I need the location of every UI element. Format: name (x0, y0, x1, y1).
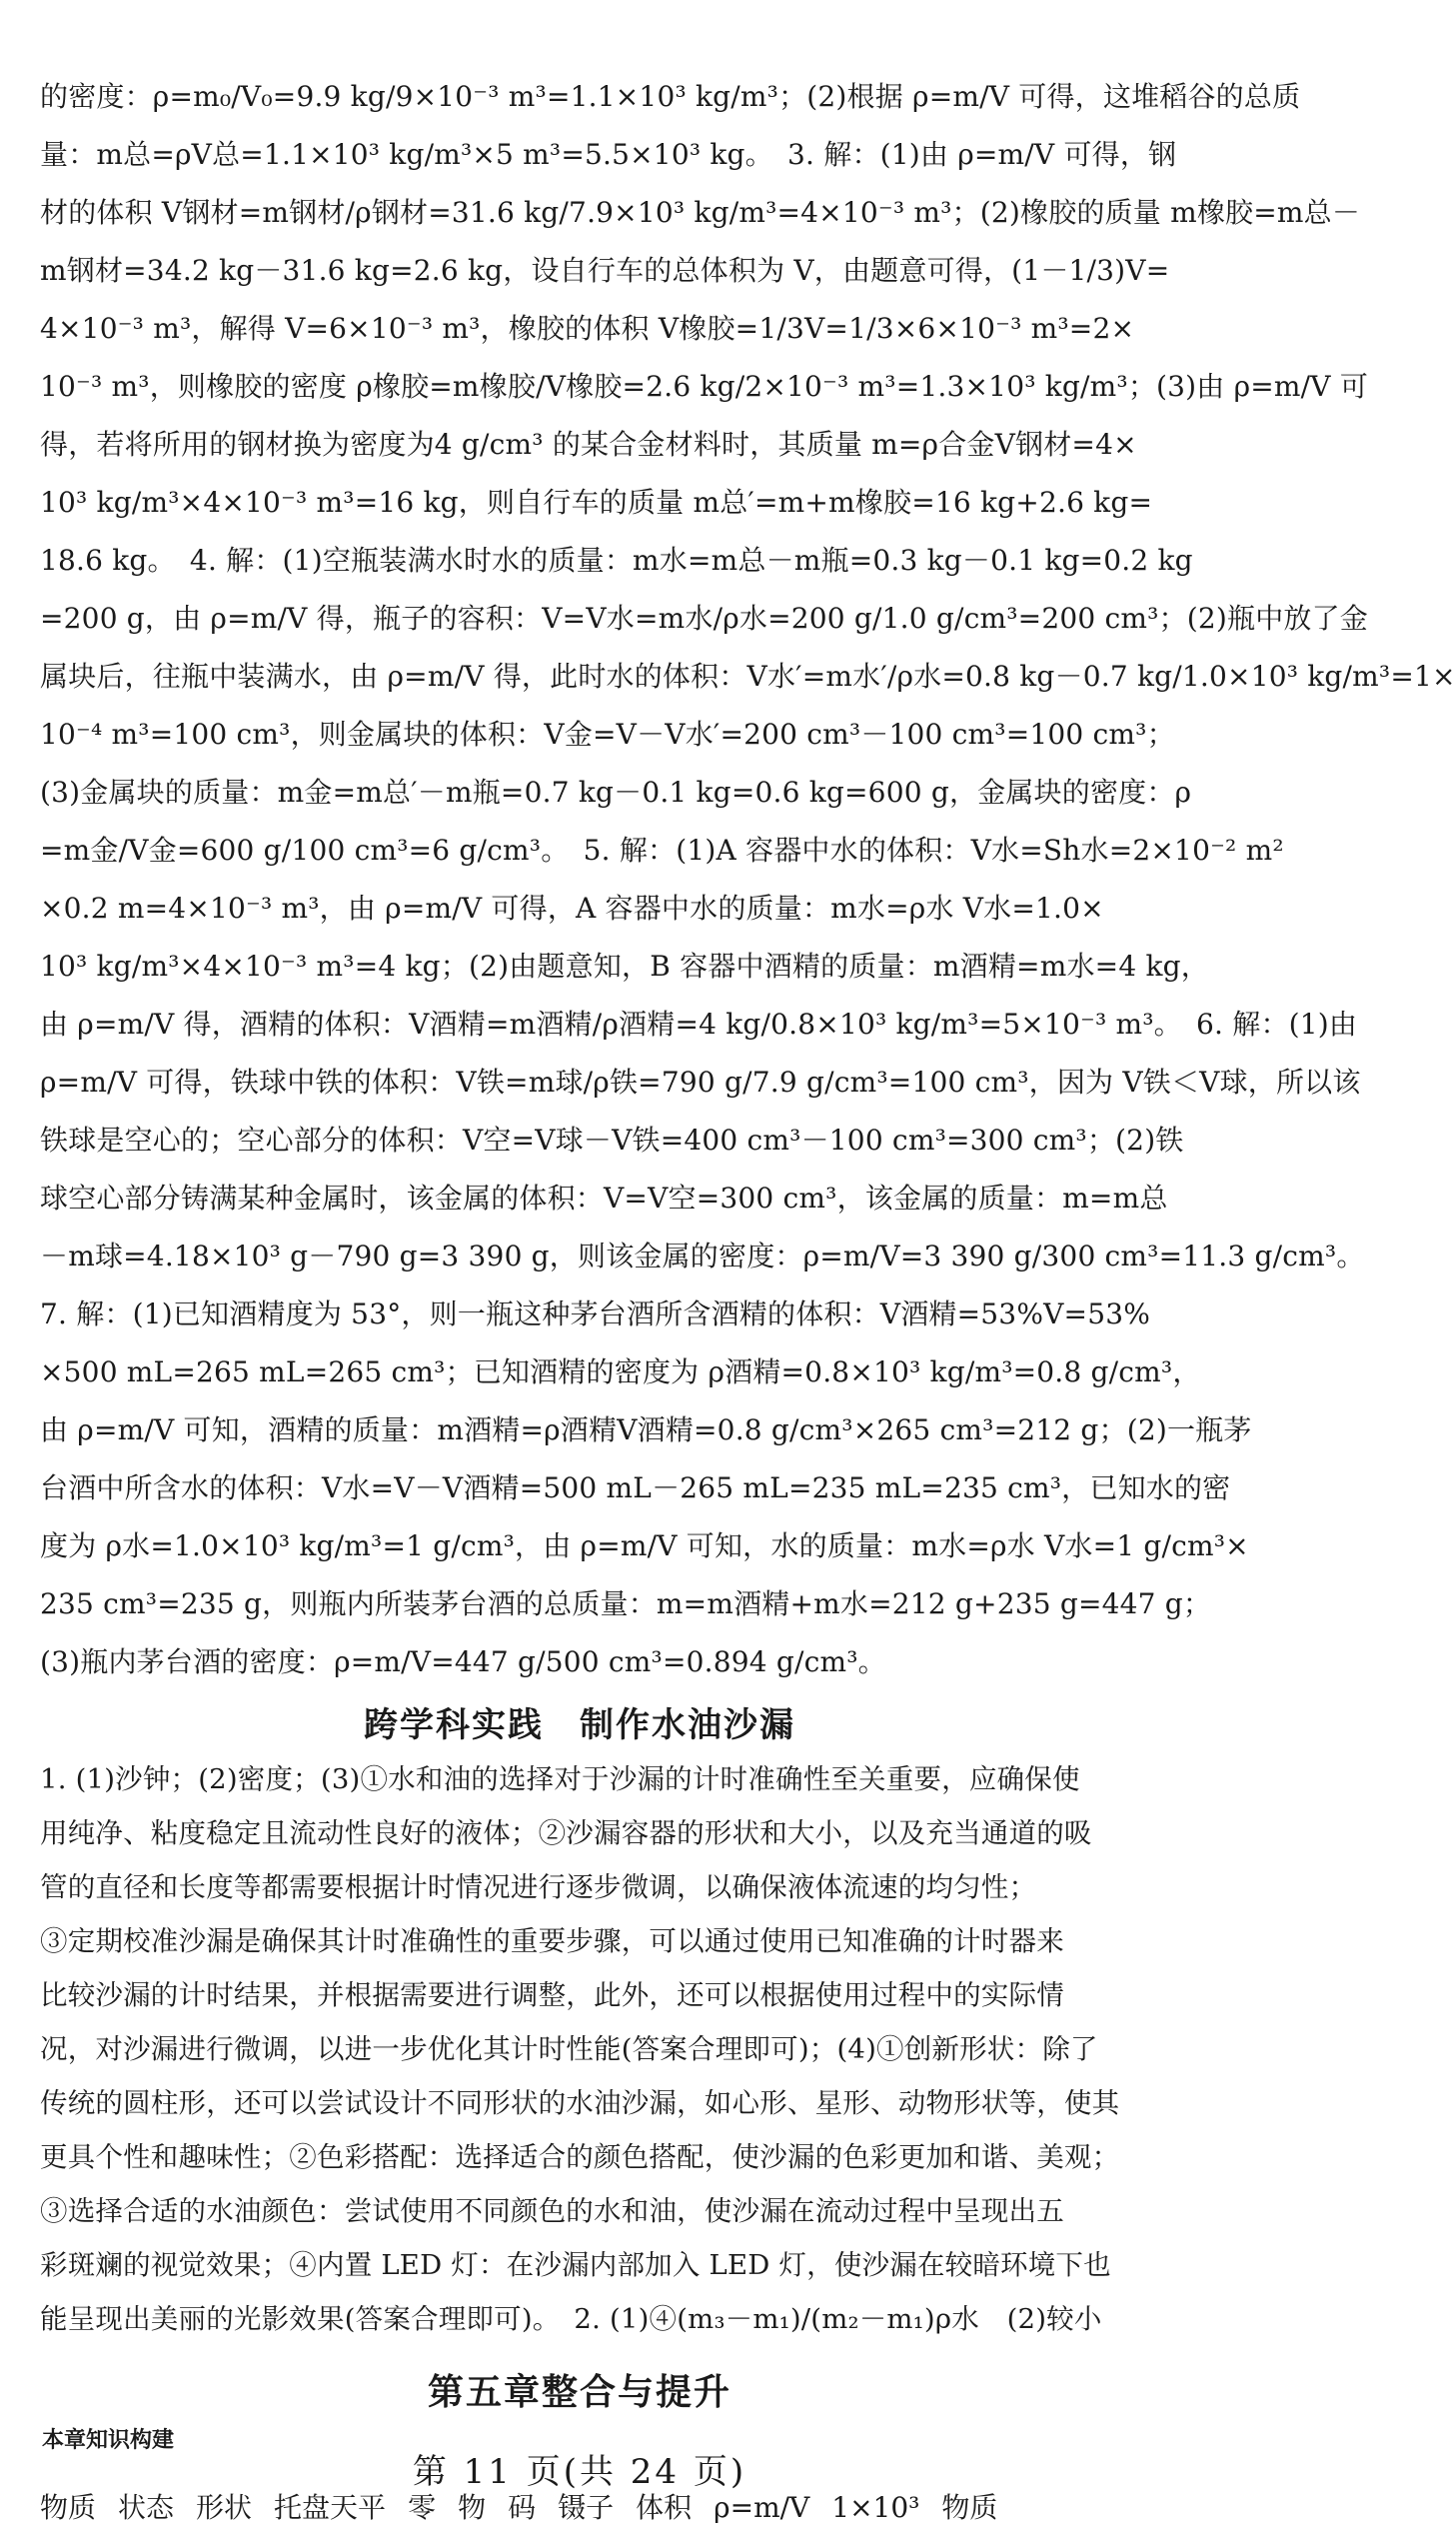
text-line: 铁球是空心的；空心部分的体积：V空=V球－V铁=400 cm³－100 cm³=300 cm³；(2)铁 (40, 1124, 1184, 1157)
keyword: 体积 (636, 2491, 693, 2524)
text-line: 235 cm³=235 g，则瓶内所装茅台酒的总质量：m=m酒精+m水=212 g+235 g=447 g； (40, 1587, 1212, 1620)
text-line: 台酒中所含水的体积：V水=V－V酒精=500 mL－265 mL=235 mL=235 cm³，已知水的密 (40, 1471, 1231, 1504)
keyword: 形状 (196, 2491, 253, 2524)
text-line: －m球=4.18×10³ g－790 g=3 390 g，则该金属的密度：ρ=m/V=3 390 g/300 cm³=11.3 g/cm³。 (40, 1240, 1365, 1273)
keyword: 托盘天平 (274, 2491, 387, 2524)
text-line: 的密度：ρ=m₀/V₀=9.9 kg/9×10⁻³ m³=1.1×10³ kg/m³；(2)根据 ρ=m/V 可得，这堆稻谷的总质 (40, 80, 1301, 113)
text-line: =m金/V金=600 g/100 cm³=6 g/cm³。 5. 解：(1)A 容器中水的体积：V水=Sh水=2×10⁻² m² (40, 834, 1284, 867)
text-line: 7. 解：(1)已知酒精度为 53°，则一瓶这种茅台酒所含酒精的体积：V酒精=53%V=53% (40, 1297, 1151, 1330)
knowledge-structure-heading: 本章知识构建 (42, 2428, 175, 2453)
text-line: ③选择合适的水油颜色：尝试使用不同颜色的水和油，使沙漏在流动过程中呈现出五 (40, 2195, 1064, 2227)
text-line: 10³ kg/m³×4×10⁻³ m³=4 kg；(2)由题意知，B 容器中酒精的质量：m酒精=m水=4 kg， (40, 950, 1209, 983)
text-line: 度为 ρ水=1.0×10³ kg/m³=1 g/cm³，由 ρ=m/V 可知，水的质量：m水=ρ水 V水=1 g/cm³× (40, 1529, 1249, 1562)
text-line: 属块后，往瓶中装满水，由 ρ=m/V 得，此时水的体积：V水′=m水′/ρ水=0.8 kg－0.7 kg/1.0×10³ kg/m³=1× (40, 660, 1456, 693)
text-line: 由 ρ=m/V 得，酒精的体积：V酒精=m酒精/ρ酒精=4 kg/0.8×10³ kg/m³=5×10⁻³ m³。 6. 解：(1)由 (40, 1008, 1358, 1041)
text-line: 材的体积 V钢材=m钢材/ρ钢材=31.6 kg/7.9×10³ kg/m³=4×10⁻³ m³；(2)橡胶的质量 m橡胶=m总－ (40, 196, 1361, 229)
keyword: 状态 (118, 2491, 175, 2524)
text-line: ρ=m/V 可得，铁球中铁的体积：V铁=m球/ρ铁=790 g/7.9 g/cm³=100 cm³，因为 V铁＜V球，所以该 (40, 1066, 1361, 1099)
section-title: 跨学科实践 制作水油沙漏 (364, 1705, 795, 1745)
keyword: 物质 (40, 2491, 97, 2524)
keyword: 零 (408, 2491, 437, 2524)
text-line: 由 ρ=m/V 可知，酒精的质量：m酒精=ρ酒精V酒精=0.8 g/cm³×265 cm³=212 g；(2)一瓶茅 (40, 1413, 1252, 1446)
text-line: 能呈现出美丽的光影效果(答案合理即可)。 2. (1)④(m₃－m₁)/(m₂－m₁)ρ水 (2)较小 (40, 2303, 1102, 2335)
text-line: 量：m总=ρV总=1.1×10³ kg/m³×5 m³=5.5×10³ kg。 3. 解：(1)由 ρ=m/V 可得，钢 (40, 138, 1177, 171)
keyword: 物 (458, 2491, 487, 2524)
text-line: 用纯净、粘度稳定且流动性良好的液体；②沙漏容器的形状和大小，以及充当通道的吸 (40, 1817, 1092, 1849)
text-line: 况，对沙漏进行微调，以进一步优化其计时性能(答案合理即可)；(4)①创新形状：除了 (40, 2033, 1098, 2065)
text-line: 比较沙漏的计时结果，并根据需要进行调整，此外，还可以根据使用过程中的实际情 (40, 1979, 1064, 2011)
chapter-title: 第五章整合与提升 (427, 2372, 731, 2413)
text-line: 4×10⁻³ m³，解得 V=6×10⁻³ m³，橡胶的体积 V橡胶=1/3V=1/3×6×10⁻³ m³=2× (40, 312, 1135, 345)
keyword: 码 (508, 2491, 537, 2524)
text-line: 得，若将所用的钢材换为密度为4 g/cm³ 的某合金材料时，其质量 m=ρ合金V钢材=4× (40, 428, 1137, 461)
text-line: 10³ kg/m³×4×10⁻³ m³=16 kg，则自行车的质量 m总′=m+m橡胶=16 kg+2.6 kg= (40, 486, 1153, 519)
keyword: 物质 (941, 2491, 998, 2524)
text-line: 10⁻⁴ m³=100 cm³，则金属块的体积：V金=V－V水′=200 cm³－100 cm³=100 cm³； (40, 718, 1175, 751)
text-line: 1. (1)沙钟；(2)密度；(3)①水和油的选择对于沙漏的计时准确性至关重要，应确保使 (40, 1763, 1080, 1795)
text-line: 球空心部分铸满某种金属时，该金属的体积：V=V空=300 cm³，该金属的质量：m=m总 (40, 1182, 1168, 1215)
text-line: ③定期校准沙漏是确保其计时准确性的重要步骤，可以通过使用已知准确的计时器来 (40, 1925, 1064, 1957)
keyword: ρ=m/V (714, 2491, 810, 2524)
text-line: ×0.2 m=4×10⁻³ m³，由 ρ=m/V 可得，A 容器中水的质量：m水=ρ水 V水=1.0× (40, 892, 1104, 925)
text-line: 管的直径和长度等都需要根据计时情况进行逐步微调，以确保液体流速的均匀性； (40, 1871, 1037, 1903)
text-line: (3)瓶内茅台酒的密度：ρ=m/V=447 g/500 cm³=0.894 g/cm³。 (40, 1645, 886, 1678)
answer-block-hourglass (40, 1752, 1119, 2346)
text-line: 18.6 kg。 4. 解：(1)空瓶装满水时水的质量：m水=m总－m瓶=0.3 kg－0.1 kg=0.2 kg (40, 544, 1193, 577)
keyword: 镊子 (558, 2491, 615, 2524)
text-line: ×500 mL=265 mL=265 cm³；已知酒精的密度为 ρ酒精=0.8×10³ kg/m³=0.8 g/cm³， (40, 1355, 1201, 1388)
text-line: =200 g，由 ρ=m/V 得，瓶子的容积：V=V水=m水/ρ水=200 g/1.0 g/cm³=200 cm³；(2)瓶中放了金 (40, 602, 1368, 635)
keyword: 1×10³ (831, 2491, 920, 2524)
text-line: 更具个性和趣味性；②色彩搭配：选择适合的颜色搭配，使沙漏的色彩更加和谐、美观； (40, 2141, 1120, 2173)
text-line: 10⁻³ m³，则橡胶的密度 ρ橡胶=m橡胶/V橡胶=2.6 kg/2×10⁻³ m³=1.3×10³ kg/m³；(3)由 ρ=m/V 可 (40, 370, 1369, 403)
answer-block-density (40, 68, 1456, 1691)
text-line: (3)金属块的质量：m金=m总′－m瓶=0.7 kg－0.1 kg=0.6 kg=600 g，金属块的密度：ρ (40, 776, 1192, 809)
page-footer: 第 11 页(共 24 页) (412, 2452, 747, 2492)
text-line: 传统的圆柱形，还可以尝试设计不同形状的水油沙漏，如心形、星形、动物形状等，使其 (40, 2087, 1120, 2119)
text-line: 彩斑斓的视觉效果；④内置 LED 灯：在沙漏内部加入 LED 灯，使沙漏在较暗环境下也 (40, 2249, 1111, 2281)
text-line: m钢材=34.2 kg－31.6 kg=2.6 kg，设自行车的总体积为 V，由题意可得，(1－1/3)V= (40, 254, 1170, 287)
